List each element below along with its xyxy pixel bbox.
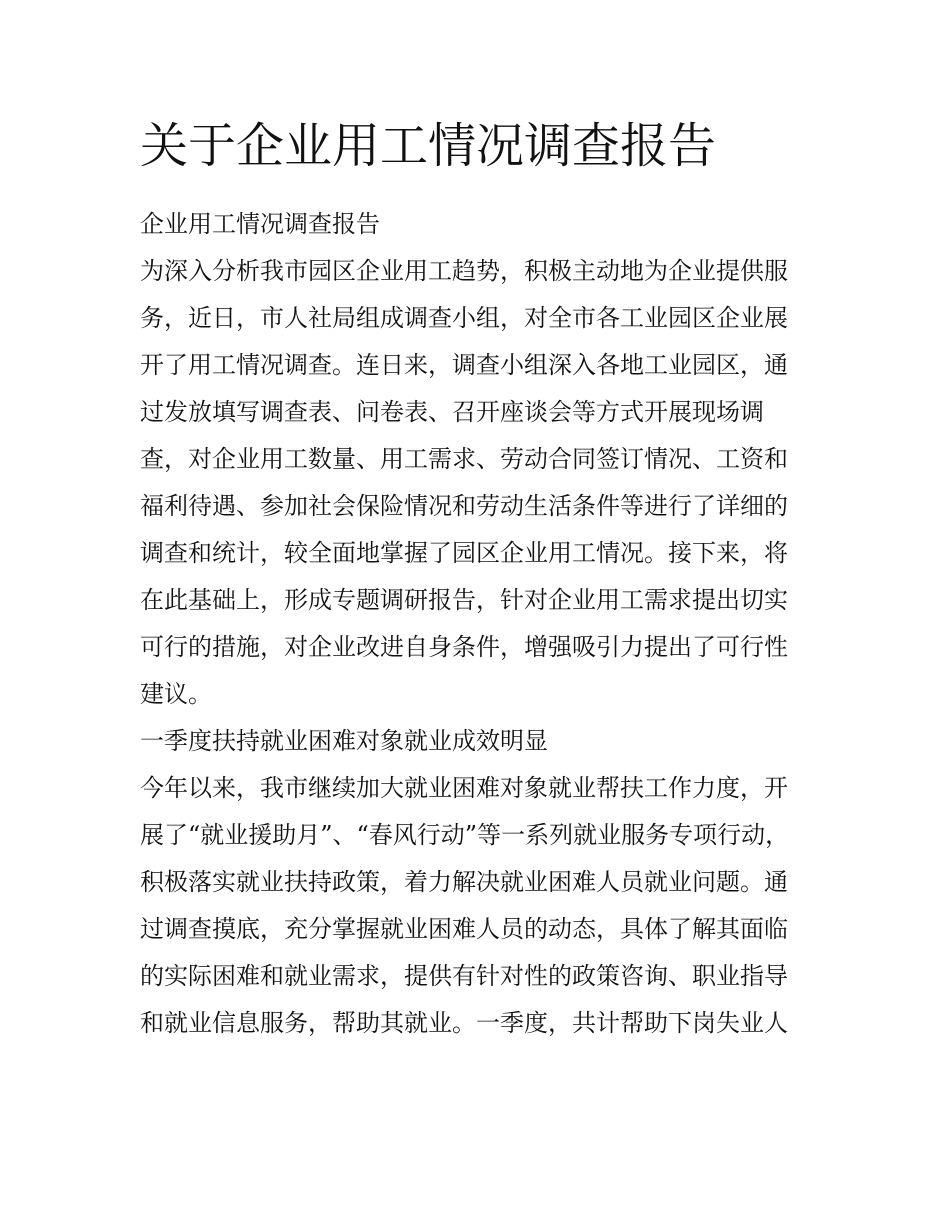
paragraph-line: 可行的措施，对企业改进自身条件，增强吸引力提出了可行性 bbox=[140, 633, 788, 661]
paragraph-line: 的实际困难和就业需求，提供有针对性的政策咨询、职业指导 bbox=[140, 962, 788, 990]
paragraph-line: 福利待遇、参加社会保险情况和劳动生活条件等进行了详细的 bbox=[140, 492, 788, 520]
paragraph-line: 务，近日，市人社局组成调查小组，对全市各工业园区企业展 bbox=[140, 304, 788, 332]
paragraph-line: 今年以来，我市继续加大就业困难对象就业帮扶工作力度，开 bbox=[140, 774, 788, 802]
paragraph-line: 建议。 bbox=[140, 680, 212, 708]
paragraph-line: 在此基础上，形成专题调研报告，针对企业用工需求提出切实 bbox=[140, 586, 788, 614]
paragraph-line: 调查和统计，较全面地掌握了园区企业用工情况。接下来，将 bbox=[140, 539, 788, 567]
paragraph-line: 为深入分析我市园区企业用工趋势，积极主动地为企业提供服 bbox=[140, 257, 788, 285]
subtitle-line: 企业用工情况调查报告 bbox=[140, 210, 380, 238]
document-title: 关于企业用工情况调查报告 bbox=[140, 118, 717, 174]
paragraph-line: 开了用工情况调查。连日来，调查小组深入各地工业园区，通 bbox=[140, 351, 788, 379]
paragraph-line: 查，对企业用工数量、用工需求、劳动合同签订情况、工资和 bbox=[140, 445, 788, 473]
paragraph-line: 积极落实就业扶持政策，着力解决就业困难人员就业问题。通 bbox=[140, 868, 788, 896]
paragraph-line: 和就业信息服务，帮助其就业。一季度，共计帮助下岗失业人 bbox=[140, 1009, 788, 1037]
section-heading: 一季度扶持就业困难对象就业成效明显 bbox=[140, 727, 548, 755]
paragraph-line: 展了“就业援助月”、“春风行动”等一系列就业服务专项行动， bbox=[140, 821, 790, 849]
paragraph-line: 过发放填写调查表、问卷表、召开座谈会等方式开展现场调 bbox=[140, 398, 764, 426]
paragraph-line: 过调查摸底，充分掌握就业困难人员的动态，具体了解其面临 bbox=[140, 915, 788, 943]
document-body bbox=[140, 201, 812, 1047]
